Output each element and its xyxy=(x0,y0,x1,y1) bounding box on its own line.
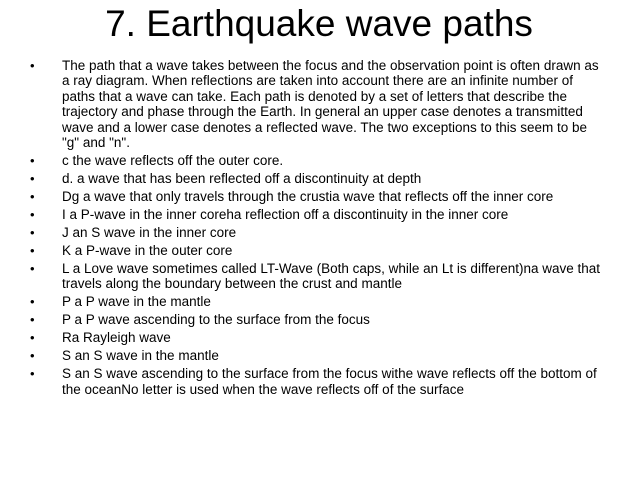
list-item xyxy=(30,366,605,397)
list-item xyxy=(30,207,605,222)
bullet-icon: • xyxy=(30,243,35,259)
bullet-icon: • xyxy=(30,348,35,364)
bullet-icon: • xyxy=(30,58,35,73)
bullet-icon: • xyxy=(30,261,35,277)
bullet-icon: • xyxy=(30,153,35,169)
bullet-text: L a Love wave sometimes called LT-Wave (Both caps, while an Lt is different)na wave that travels along the boundary between the crust and mantle xyxy=(62,261,601,292)
bullet-icon: • xyxy=(30,207,35,223)
bullet-icon: • xyxy=(30,189,35,205)
bullet-text: S an S wave in the mantle xyxy=(62,348,219,364)
list-item xyxy=(30,312,605,327)
bullet-text: d. a wave that has been reflected off a discontinuity at depth xyxy=(62,171,422,187)
list-item xyxy=(30,243,605,258)
bullet-text: c the wave reflects off the outer core. xyxy=(62,153,284,169)
bullet-list xyxy=(30,58,605,400)
bullet-text: P a P wave in the mantle xyxy=(62,294,211,310)
list-item xyxy=(30,225,605,240)
list-item xyxy=(30,294,605,309)
bullet-text: J an S wave in the inner core xyxy=(62,225,237,241)
bullet-text: P a P wave ascending to the surface from the focus xyxy=(62,312,370,328)
bullet-text: S an S wave ascending to the surface from the focus withe wave reflects off the bottom of the oceanNo letter is used when the wave reflects off of the surface xyxy=(62,366,597,397)
bullet-text: I a P-wave in the inner coreha reflection off a discontinuity in the inner core xyxy=(62,207,509,223)
list-item xyxy=(30,330,605,345)
list-item xyxy=(30,153,605,168)
bullet-icon: • xyxy=(30,171,35,187)
list-item xyxy=(30,58,605,150)
bullet-icon: • xyxy=(30,294,35,310)
bullet-text: K a P-wave in the outer core xyxy=(62,243,233,259)
list-item xyxy=(30,348,605,363)
list-item xyxy=(30,261,605,292)
bullet-icon: • xyxy=(30,330,35,346)
list-item xyxy=(30,171,605,186)
bullet-text: Ra Rayleigh wave xyxy=(62,330,171,346)
list-item xyxy=(30,189,605,204)
bullet-icon: • xyxy=(30,312,35,328)
slide-title: 7. Earthquake wave paths xyxy=(105,3,533,44)
bullet-icon: • xyxy=(30,225,35,241)
bullet-text: The path that a wave takes between the focus and the observation point is often drawn as a ray diagram. When reflections are taken into account there are an infinite number of paths that a wave can take. Each path is denoted by a set of letters that describe the trajectory and phase through the Earth. In general an upper case denotes a transmitted wave and a lower case denotes a reflected wave. The two exceptions to this seem to be "g" and "n". xyxy=(62,58,599,151)
bullet-text: Dg a wave that only travels through the crustia wave that reflects off the inner core xyxy=(62,189,554,205)
bullet-icon: • xyxy=(30,366,35,382)
